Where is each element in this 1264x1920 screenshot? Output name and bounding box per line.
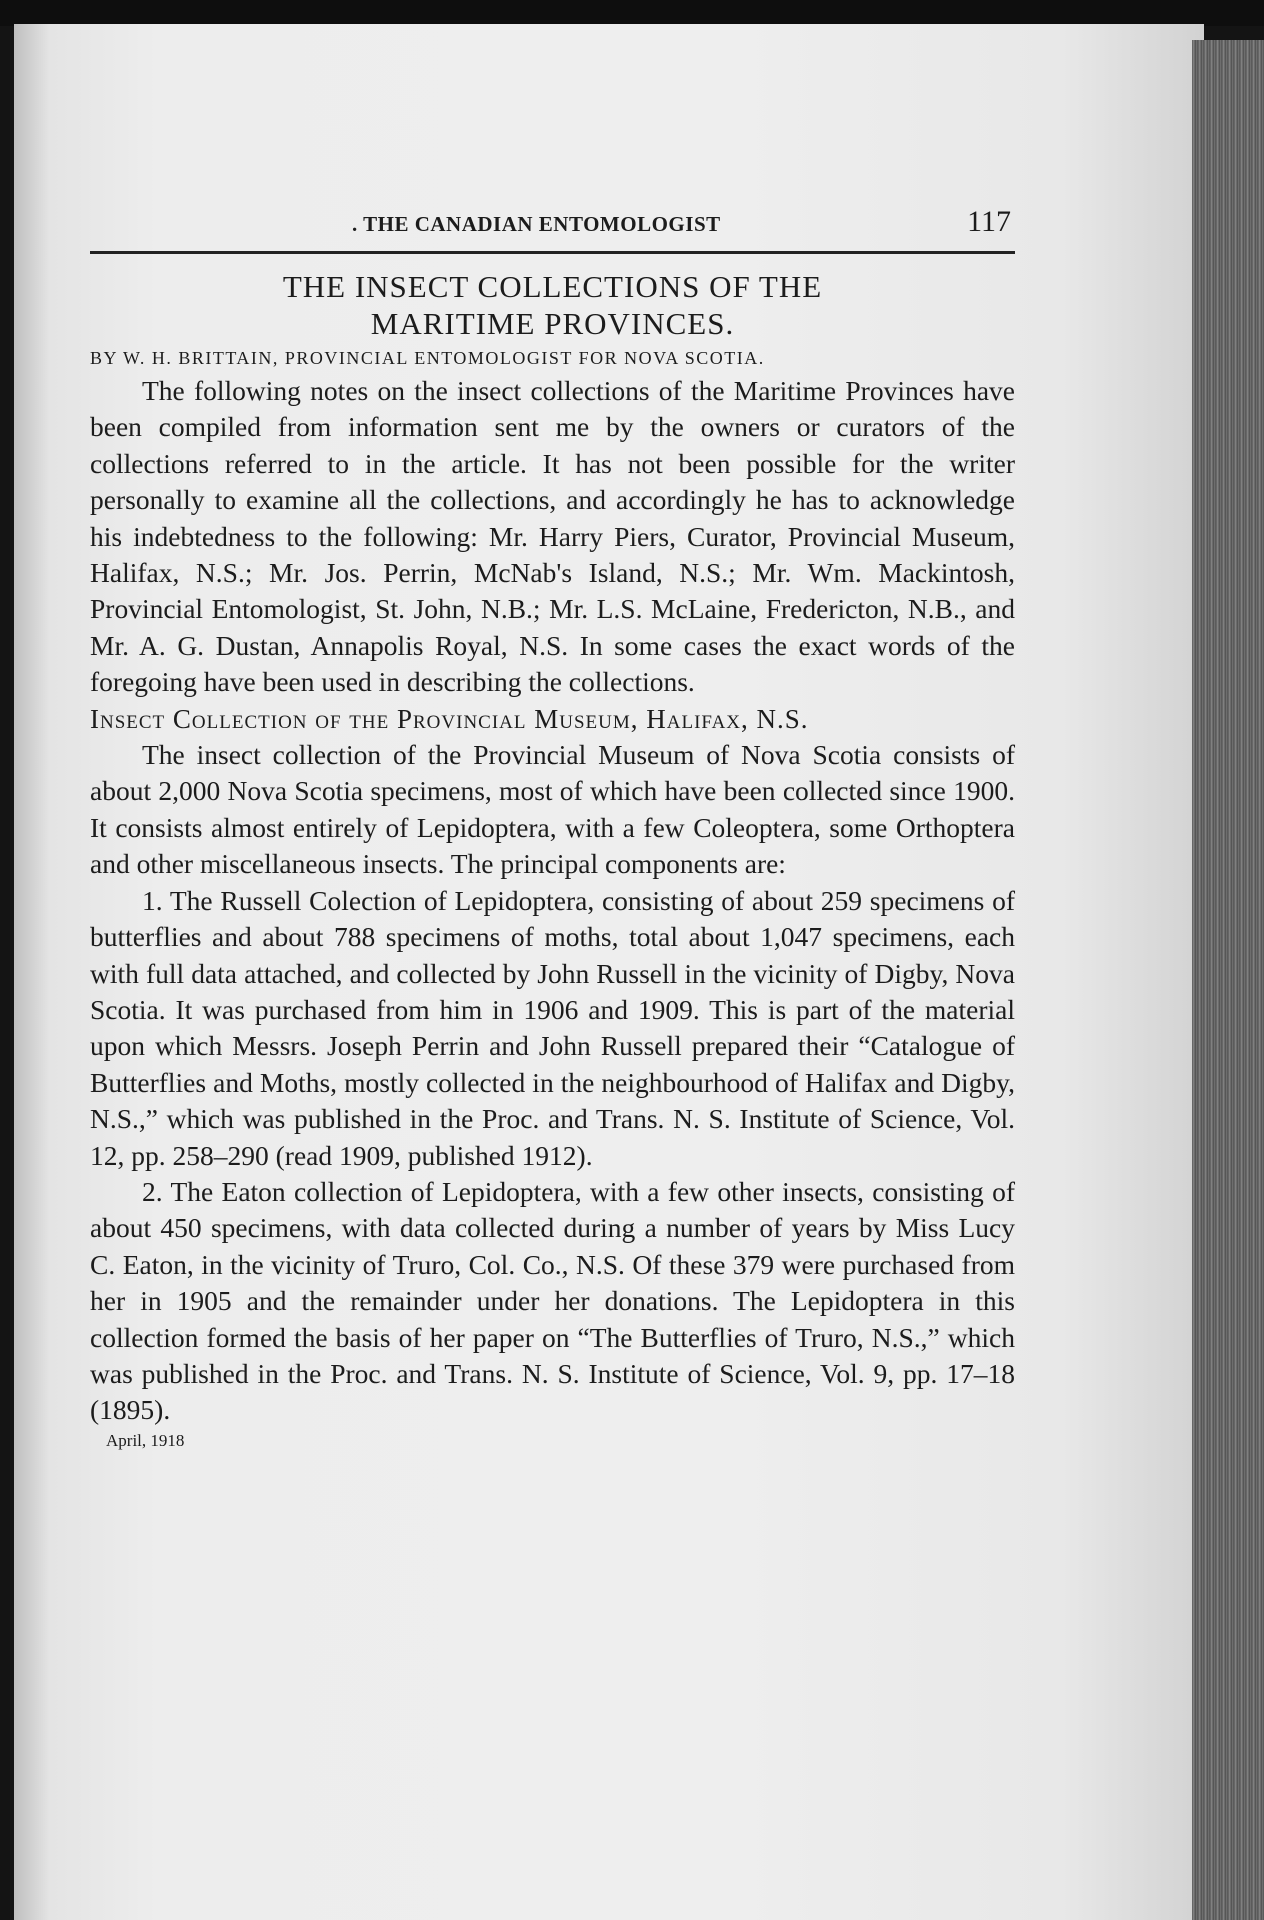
issue-date: April, 1918	[106, 1430, 185, 1450]
section-heading: Insect Collection of the Provincial Museum, Halifax, N.S.	[90, 703, 809, 734]
journal-title: . THE CANADIAN ENTOMOLOGIST	[352, 212, 721, 236]
header-rule	[90, 251, 1015, 254]
article-byline: BY W. H. BRITTAIN, PROVINCIAL ENTOMOLOGIST FOR NOVA SCOTIA.	[90, 348, 765, 368]
running-head	[90, 205, 1015, 241]
intro-paragraph: The following notes on the insect collections of the Maritime Provinces have been compiled from information sent me by the owners or curators of the collections referred to in the article. It has not been possible for the writer personally to examine all the collections, and accordingly he has to acknowledge his indebtedness to the following: Mr. Harry Piers, Curator, Provincial Museum, Halifax, N.S.; Mr. Jos. Perrin, McNab's Island, N.S.; Mr. Wm. Mackintosh, Provincial Entomologist, St. John, N.B.; Mr. L.S. McLaine, Fredericton, N.B., and Mr. A. G. Dustan, Annapolis Royal, N.S. In some cases the exact words of the foregoing have been used in describing the collections.	[90, 375, 1015, 698]
article-title	[90, 268, 1015, 342]
section-intro-paragraph: The insect collection of the Provincial Museum of Nova Scotia consists of about 2,000 Nova Scotia specimens, most of which have been collected since 1900. It consists almost entirely of Lepidoptera, with a few Coleoptera, some Orthoptera and other miscellaneous insects. The principal components are:	[90, 739, 1015, 880]
page-content	[90, 205, 1015, 1451]
book-page-edges	[1192, 40, 1264, 1920]
scan-top-shadow	[0, 0, 1264, 26]
article-title-line-1: THE INSECT COLLECTIONS OF THE	[282, 269, 823, 304]
article-title-line-2: MARITIME PROVINCES.	[370, 306, 735, 341]
item-1-paragraph: 1. The Russell Colection of Lepidoptera, consisting of about 259 specimens of butterflies and about 788 specimens of moths, total about 1,047 specimens, each with full data attached, and collected by John Russell in the vicinity of Digby, Nova Scotia. It was purchased from him in 1906 and 1909. This is part of the material upon which Messrs. Joseph Perrin and John Russell prepared their “Catalogue of Butterflies and Moths, mostly collected in the neighbourhood of Halifax and Digby, N.S.,” which was published in the Proc. and Trans. N. S. Institute of Science, Vol. 12, pp. 258–290 (read 1909, published 1912).	[90, 884, 1015, 1171]
item-2-paragraph: 2. The Eaton collection of Lepidoptera, with a few other insects, consisting of about 450 specimens, with data collected during a number of years by Miss Lucy C. Eaton, in the vicinity of Truro, Col. Co., N.S. Of these 379 were purchased from her in 1905 and the remainder under her donations. The Lepidoptera in this collection formed the basis of her paper on “The Butterflies of Truro, N.S.,” which was published in the Proc. and Trans. N. S. Institute of Science, Vol. 9, pp. 17–18 (1895).	[90, 1175, 1015, 1426]
page-number: 117	[967, 205, 1011, 238]
